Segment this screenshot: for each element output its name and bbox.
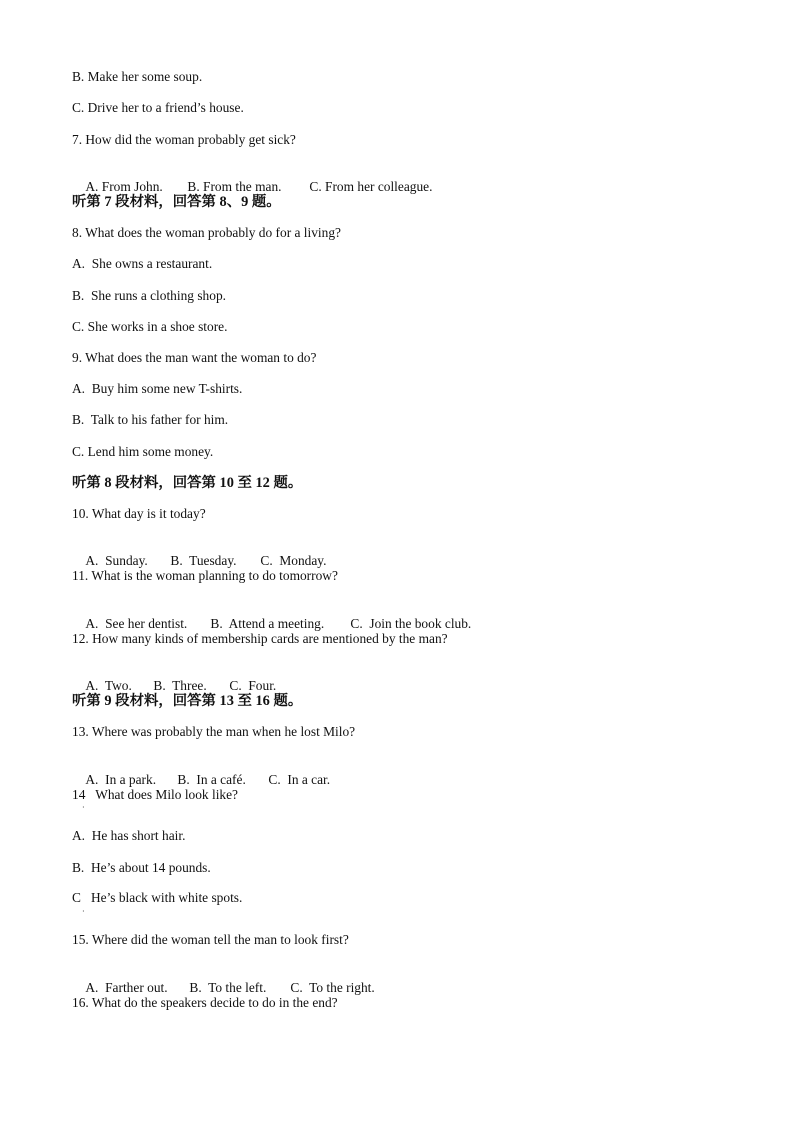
option-6b: B. Make her some soup. [72,69,203,84]
option-6c: C. Drive her to a friend’s house. [72,100,244,115]
option-11b: B. Attend a meeting. [210,616,325,631]
stray-dot-mark: · [82,907,85,916]
option-10b: B. Tuesday. [170,553,237,568]
option-9b: B. Talk to his father for him. [72,412,229,427]
option-9a: A. Buy him some new T-shirts. [72,381,243,396]
question-7: 7. How did the woman probably get sick? [72,132,296,147]
question-15: 15. Where did the woman tell the man to look first? [72,932,349,947]
option-15a: A. Farther out. [85,980,168,995]
question-10: 10. What day is it today? [72,506,206,521]
option-13a: A. In a park. [85,772,157,787]
option-8b: B. She runs a clothing shop. [72,288,226,303]
question-11: 11. What is the woman planning to do tomorrow? [72,568,338,583]
option-14a: A. He has short hair. [72,828,186,843]
option-8c: C. She works in a shoe store. [72,319,228,334]
option-7b: B. From the man. [187,179,282,194]
option-13b: B. In a café. [177,772,246,787]
option-10c: C. Monday. [260,553,327,568]
option-10a: A. Sunday. [85,553,148,568]
option-11c: C. Join the book club. [350,616,472,631]
option-11a: A. See her dentist. [85,616,188,631]
question-8: 8. What does the woman probably do for a living? [72,225,341,240]
question-14: 14 What does Milo look like? [72,787,238,802]
option-7c: C. From her colleague. [309,179,433,194]
question-12: 12. How many kinds of membership cards are mentioned by the man? [72,631,448,646]
option-15c: C. To the right. [290,980,375,995]
question-9: 9. What does the man want the woman to do? [72,350,317,365]
section-heading-8: 听第 8 段材料，回答第 10 至 12 题。 [72,475,303,491]
option-14c: C He’s black with white spots. [72,890,243,905]
option-14b: B. He’s about 14 pounds. [72,860,211,875]
option-7a: A. From John. [85,179,163,194]
option-9c: C. Lend him some money. [72,444,214,459]
question-13: 13. Where was probably the man when he lost Milo? [72,724,356,739]
question-16: 16. What do the speakers decide to do in the end? [72,995,338,1010]
option-12a: A. Two. [85,678,132,693]
option-12c: C. Four. [229,678,277,693]
option-13c: C. In a car. [268,772,331,787]
option-12b: B. Three. [153,678,207,693]
option-15b: B. To the left. [189,980,267,995]
stray-dot-mark: · [82,803,85,812]
option-8a: A. She owns a restaurant. [72,256,213,271]
section-heading-9: 听第 9 段材料，回答第 13 至 16 题。 [72,693,303,709]
section-heading-7: 听第 7 段材料，回答第 8、9 题。 [72,194,281,210]
